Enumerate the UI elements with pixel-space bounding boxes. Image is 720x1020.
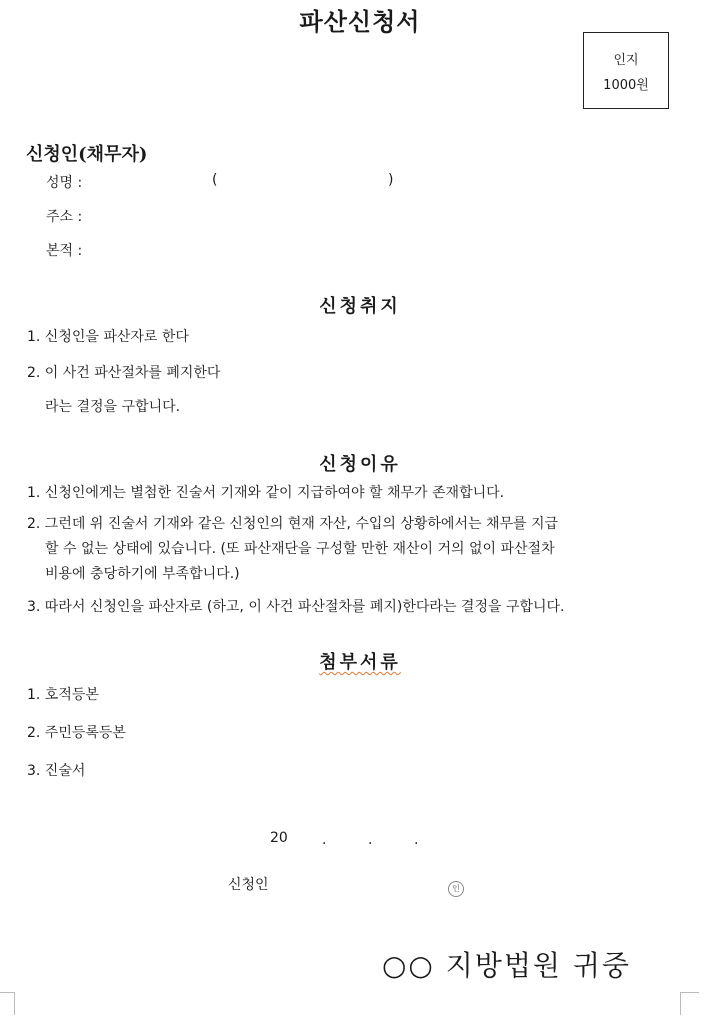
purpose-item-1: 1. 신청인을 파산자로 한다 xyxy=(27,329,189,345)
stamp-amount: 1000원 xyxy=(603,77,649,93)
seal-mark-icon xyxy=(448,876,464,897)
revenue-stamp-box xyxy=(583,32,669,109)
reason-item-3: 3. 따라서 신청인을 파산자로 (하고, 이 사건 파산절차를 폐지)한다라는 결정을 구합니다. xyxy=(27,599,565,615)
name-paren-close: ) xyxy=(388,172,394,188)
document-title: 파산신청서 xyxy=(299,7,421,36)
purpose-item-2: 2. 이 사건 파산절차를 폐지한다 xyxy=(27,365,221,381)
reason-item-2-line-2: 할 수 없는 상태에 있습니다. (또 파산재단을 구성할 만한 재산이 거의 없이 파산절차 xyxy=(45,541,555,557)
court-addressee: ○○ 지방법원 귀중 xyxy=(382,949,631,982)
reason-item-2-line-3: 비용에 충당하기에 부족합니다.) xyxy=(45,566,240,582)
reasons-heading: 신청이유 xyxy=(319,454,401,475)
date-dot-3: . xyxy=(414,832,419,848)
attachment-item-3: 3. 진술서 xyxy=(27,763,86,779)
applicant-heading: 신청인(채무자) xyxy=(26,144,148,165)
page-corner-mark-right xyxy=(680,992,699,1015)
page-corner-mark-left xyxy=(0,992,15,1015)
date-dot-1: . xyxy=(322,832,327,848)
purpose-heading: 신청취지 xyxy=(319,296,401,317)
name-label: 성명 : xyxy=(46,175,83,191)
attachment-item-1: 1. 호적등본 xyxy=(27,687,99,703)
date-year-prefix: 20 xyxy=(270,830,288,846)
reason-item-1: 1. 신청인에게는 별첨한 진술서 기재와 같이 지급하여야 할 채무가 존재합니다. xyxy=(27,485,505,501)
stamp-label: 인지 xyxy=(613,52,639,68)
domicile-label: 본적 : xyxy=(46,243,83,259)
seal-text: 인 xyxy=(448,881,464,897)
name-paren-open: ( xyxy=(212,172,218,188)
address-label: 주소 : xyxy=(46,209,83,225)
signature-label: 신청인 xyxy=(228,877,269,893)
attachment-item-2: 2. 주민등록등본 xyxy=(27,725,126,741)
date-dot-2: . xyxy=(368,832,373,848)
attachments-heading: 첨부서류 xyxy=(319,652,401,673)
reason-item-2 xyxy=(27,512,677,587)
reason-item-2-line-1: 2. 그런데 위 진술서 기재와 같은 신청인의 현재 자산, 수입의 상황하에서는 채무를 지급 xyxy=(27,516,559,532)
purpose-conclusion: 라는 결정을 구합니다. xyxy=(45,399,181,415)
